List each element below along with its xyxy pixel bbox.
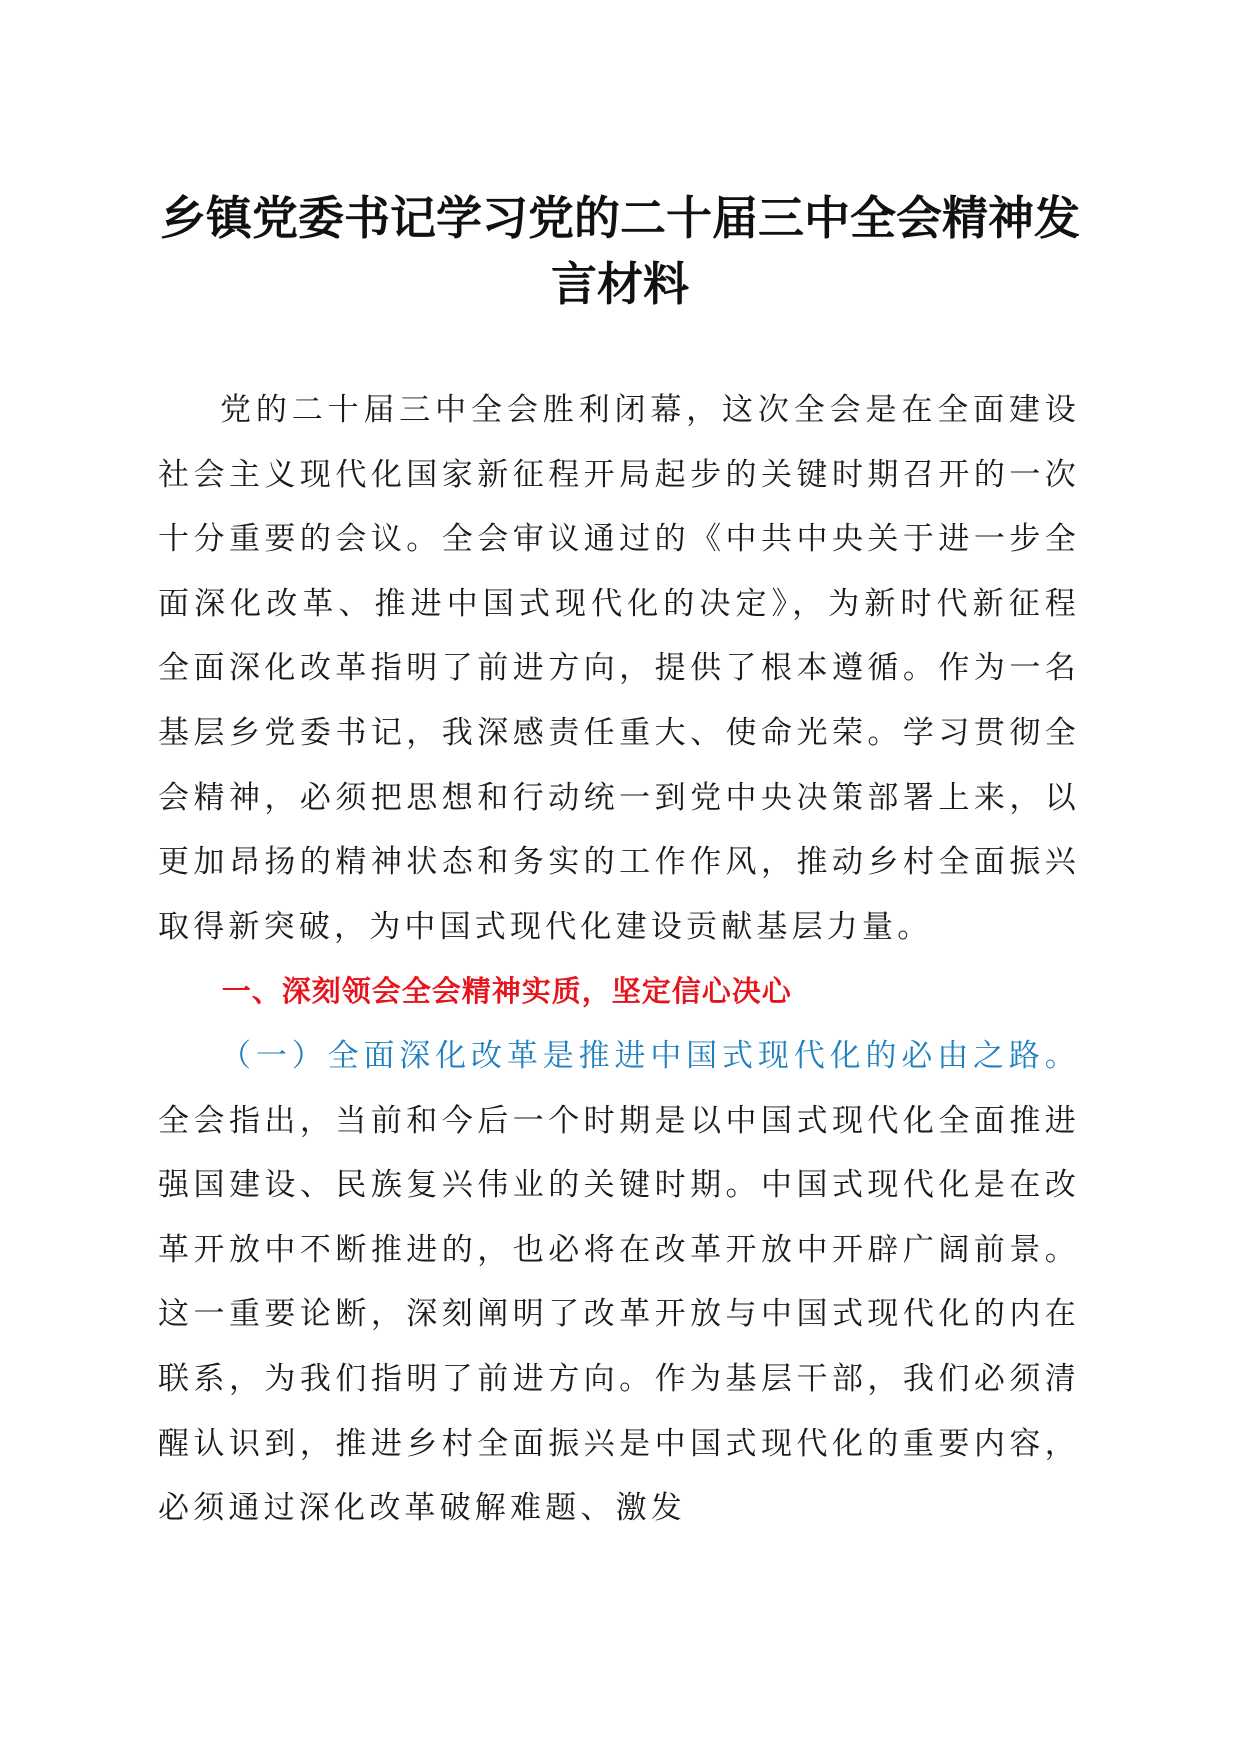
subsection-paragraph-1: [158, 1024, 1080, 1541]
subsection-heading-1: （一）全面深化改革是推进中国式现代化的必由之路。: [220, 1037, 1080, 1074]
intro-paragraph: 党的二十届三中全会胜利闭幕，这次全会是在全面建设社会主义现代化国家新征程开局起步的关键时期召开的一次十分重要的会议。全会审议通过的《中共中央关于进一步全面深化改革、推进中国式现代化的决定》，为新时代新征程全面深化改革指明了前进方向，提供了根本遵循。作为一名基层乡党委书记，我深感责任重大、使命光荣。学习贯彻全会精神，必须把思想和行动统一到党中央决策部署上来，以更加昂扬的精神状态和务实的工作作风，推动乡村全面振兴取得新突破，为中国式现代化建设贡献基层力量。: [158, 392, 1080, 945]
section-heading-1: 一、深刻领会全会精神实质，坚定信心决心: [221, 974, 792, 1009]
document-body: [158, 378, 1080, 1541]
subsection-text-1: 全会指出，当前和今后一个时期是以中国式现代化全面推进强国建设、民族复兴伟业的关键时期。中国式现代化是在改革开放中不断推进的，也必将在改革开放中开辟广阔前景。这一重要论断，深刻阐明了改革开放与中国式现代化的内在联系，为我们指明了前进方向。作为基层干部，我们必须清醒认识到，推进乡村全面振兴是中国式现代化的重要内容，必须通过深化改革破解难题、激发: [158, 1102, 1080, 1527]
document-title: 乡镇党委书记学习党的二十届三中全会精神发言材料: [160, 191, 1080, 311]
